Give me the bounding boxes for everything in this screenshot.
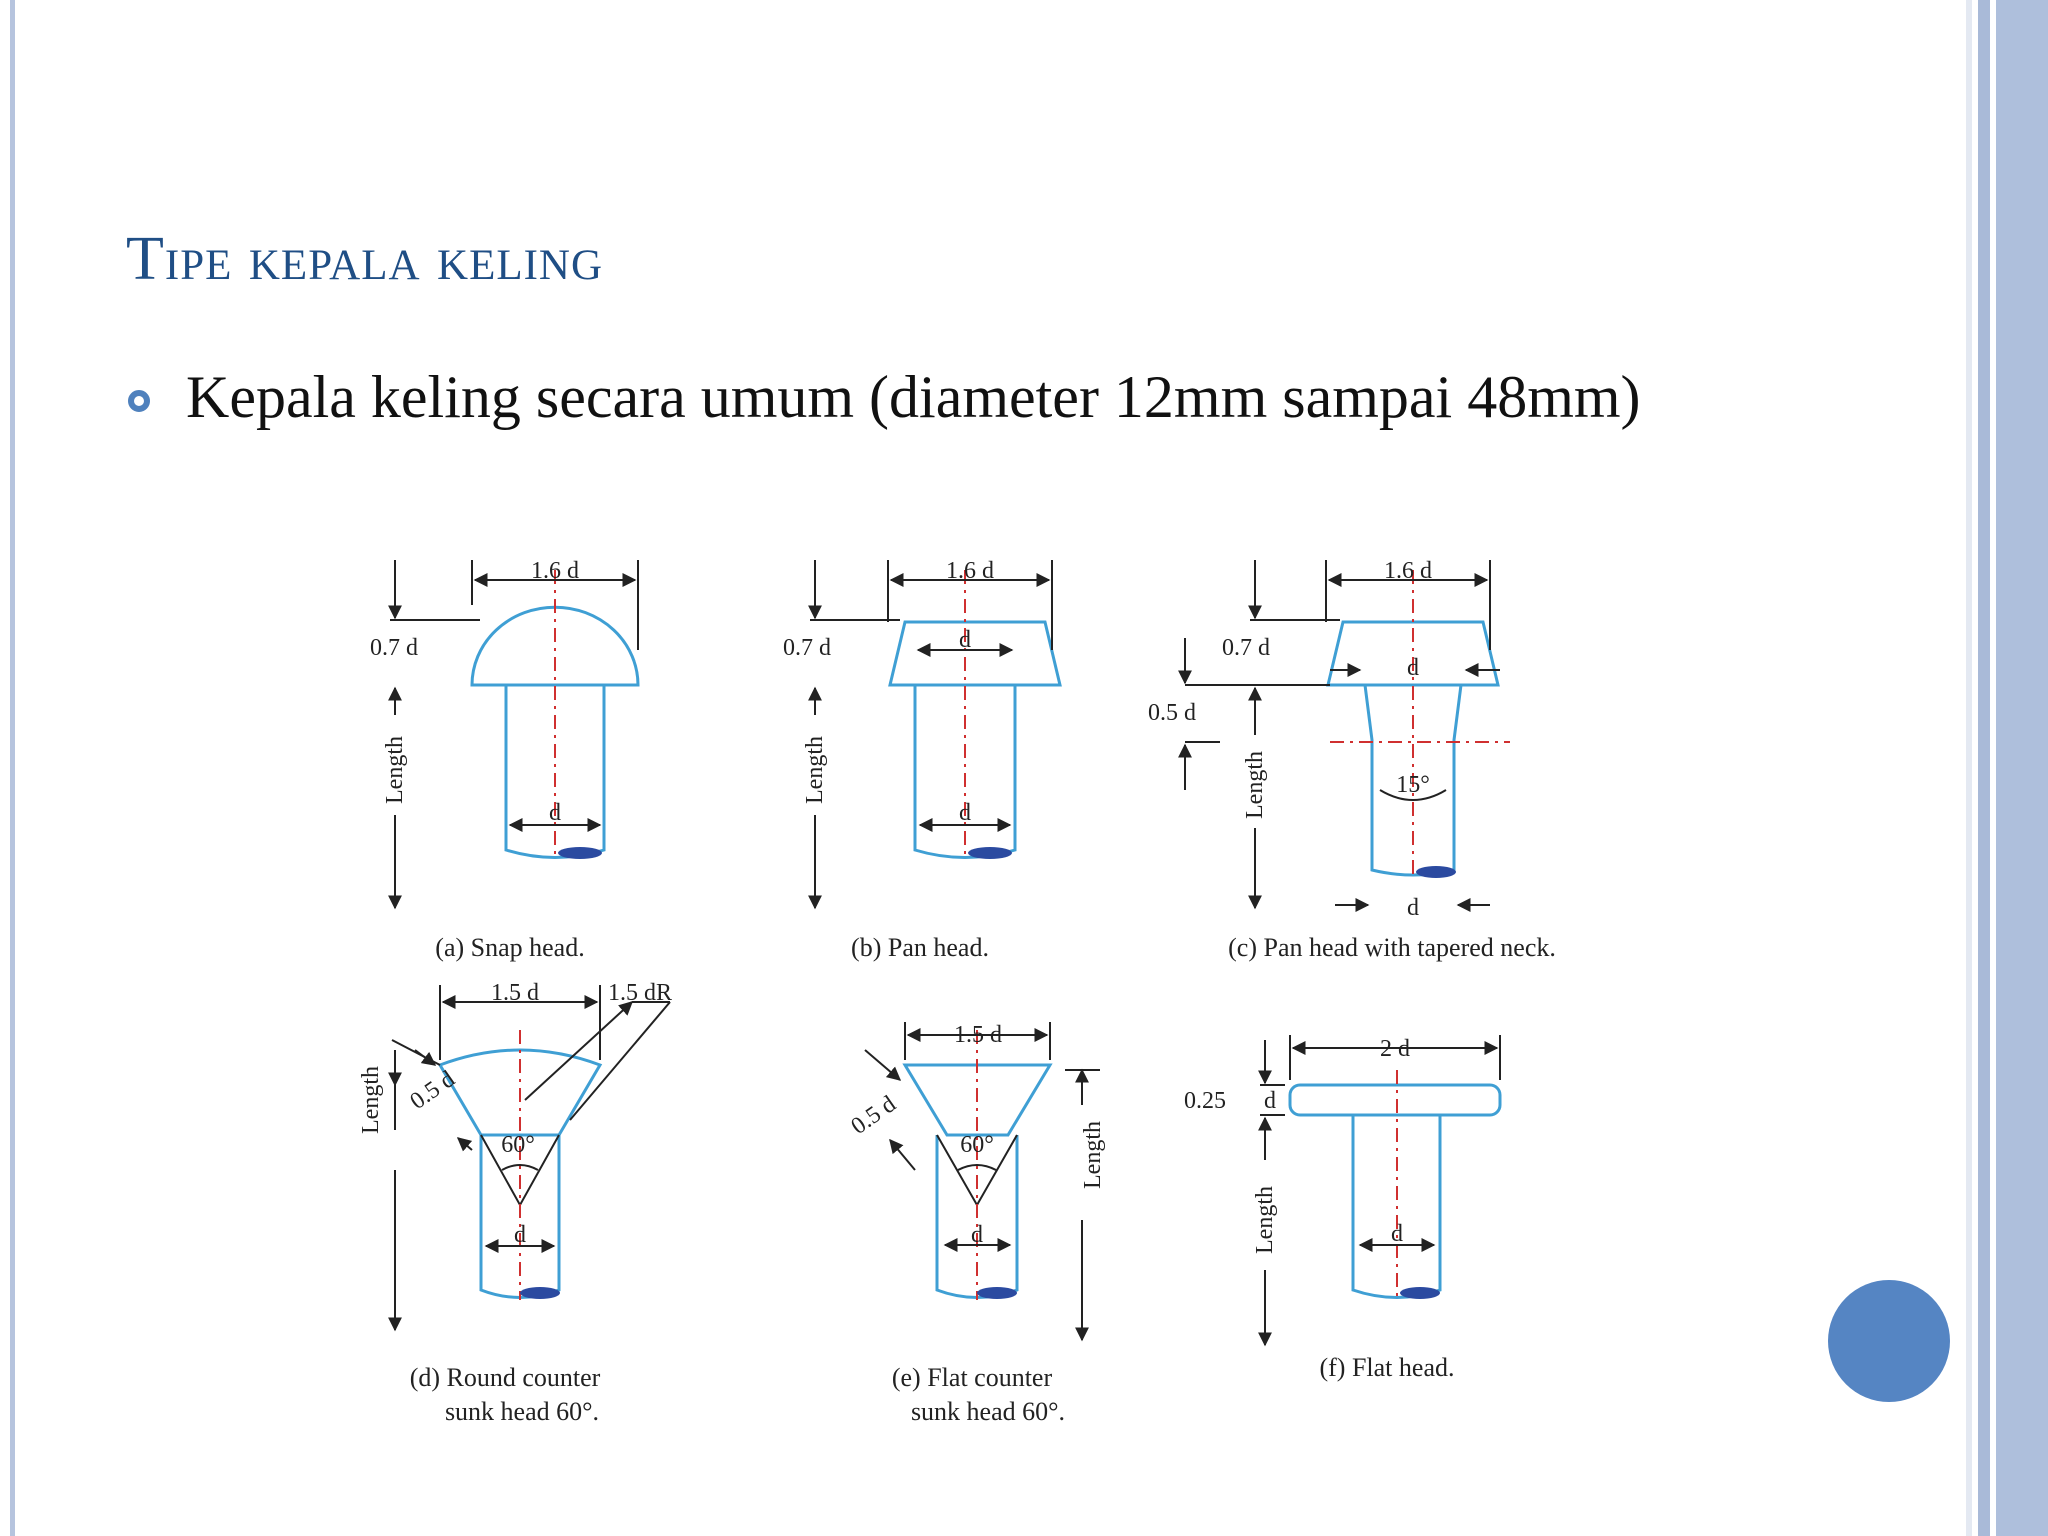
dim-label-d-c-shank: d xyxy=(1407,895,1419,921)
dim-label-0-7d-b: 0.7 d xyxy=(783,635,831,661)
dim-label-1-6d-b: 1.6 d xyxy=(946,558,994,584)
rivet-heads-diagram xyxy=(340,530,1600,1460)
dim-label-1-6d-a: 1.6 d xyxy=(531,558,579,584)
dim-label-0-5d-e: 0.5 d xyxy=(846,1091,901,1140)
snap-head-rivet xyxy=(390,560,638,908)
dim-label-d-f: d xyxy=(1391,1221,1403,1247)
dim-label-d-b: d xyxy=(959,800,971,826)
dim-label-2d-f: 2 d xyxy=(1380,1036,1410,1062)
caption-snap-head: (a) Snap head. xyxy=(435,933,585,962)
pan-head-rivet xyxy=(810,560,1060,908)
angle-label-60-e: 60° xyxy=(960,1132,994,1158)
dim-label-d-c-neck: d xyxy=(1407,655,1419,681)
caption-flat-countersunk-line1: (e) Flat counter xyxy=(891,1363,1053,1392)
left-frame-border xyxy=(0,0,22,1536)
dim-label-d-f-head: d xyxy=(1264,1088,1276,1114)
dim-label-0-5d-d: 0.5 d xyxy=(405,1066,460,1115)
slide-title: Tipe kepala keling xyxy=(126,225,604,293)
angle-label-60-d: 60° xyxy=(501,1132,535,1158)
rivet-heads-figure xyxy=(340,530,1600,1460)
length-label-f: Length xyxy=(1252,1186,1278,1254)
dim-label-1-5d-d: 1.5 d xyxy=(491,980,539,1006)
length-label-d: Length xyxy=(358,1066,384,1134)
dim-label-d-e: d xyxy=(971,1222,983,1248)
dim-label-0-7d-c: 0.7 d xyxy=(1222,635,1270,661)
dim-label-d-b-head: d xyxy=(959,627,971,653)
bullet-circle-icon xyxy=(128,390,150,412)
angle-label-15: 15° xyxy=(1396,772,1430,798)
bullet-text: Kepala keling secara umum (diameter 12mm sampai 48mm) xyxy=(186,364,1641,430)
length-label-c: Length xyxy=(1242,751,1268,819)
dim-label-1-6d-c: 1.6 d xyxy=(1384,558,1432,584)
dim-label-d-d: d xyxy=(514,1222,526,1248)
dim-label-1-5dr-d: 1.5 dR xyxy=(607,980,673,1006)
length-label-b: Length xyxy=(802,736,828,804)
caption-flat-head: (f) Flat head. xyxy=(1319,1353,1455,1382)
flat-countersunk-rivet xyxy=(865,1022,1100,1340)
length-label-a: Length xyxy=(382,736,408,804)
caption-round-countersunk-line2: sunk head 60°. xyxy=(444,1397,600,1426)
caption-tapered-neck: (c) Pan head with tapered neck. xyxy=(1228,933,1556,962)
dim-label-0-7d-a: 0.7 d xyxy=(370,635,418,661)
right-frame-border xyxy=(1966,0,2048,1536)
flat-head-rivet xyxy=(1260,1035,1500,1345)
length-label-e: Length xyxy=(1080,1121,1106,1189)
caption-pan-head: (b) Pan head. xyxy=(851,933,989,962)
tapered-neck-rivet xyxy=(1185,560,1510,908)
dim-label-1-5d-e: 1.5 d xyxy=(954,1022,1002,1048)
caption-flat-countersunk-line2: sunk head 60°. xyxy=(910,1397,1066,1426)
dim-label-0-25-f: 0.25 xyxy=(1184,1088,1226,1114)
caption-round-countersunk-line1: (d) Round counter xyxy=(409,1363,601,1392)
dim-label-0-5d-c: 0.5 d xyxy=(1148,700,1196,726)
slide-nav-button[interactable] xyxy=(1828,1280,1950,1402)
dim-label-d-a: d xyxy=(549,800,561,826)
